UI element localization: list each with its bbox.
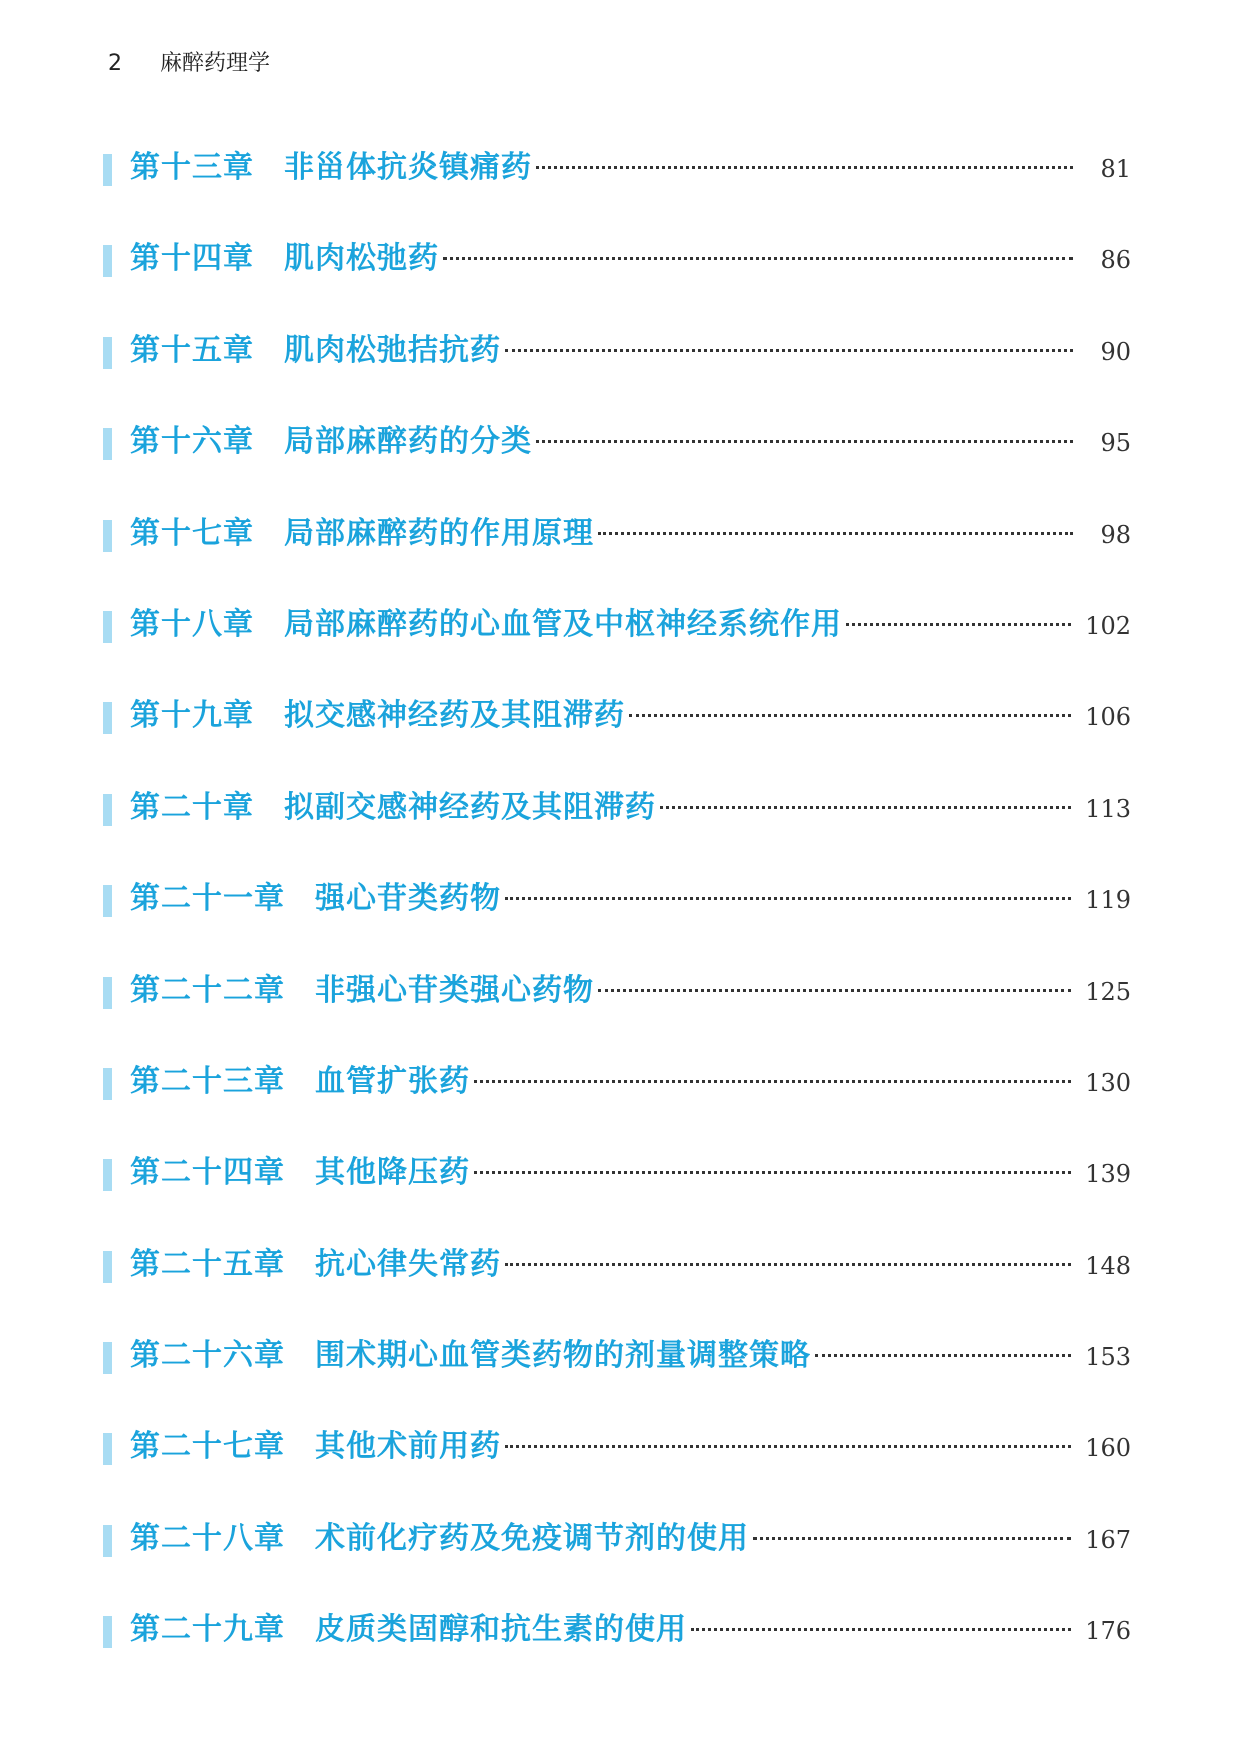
- toc-entry[interactable]: [0, 494, 1243, 585]
- chapter-title: 血管扩张药: [315, 1063, 470, 1099]
- toc-entry[interactable]: [0, 402, 1243, 493]
- chapter-title: 肌肉松弛拮抗药: [284, 332, 501, 368]
- toc-entry-line: [130, 879, 1131, 920]
- toc-entry-line: [130, 971, 1131, 1012]
- chapter-title: 围术期心血管类药物的剂量调整策略: [315, 1338, 811, 1374]
- page-number-ref: 153: [1085, 1343, 1131, 1372]
- dot-leader: [846, 623, 1071, 626]
- dot-leader: [505, 1445, 1071, 1448]
- toc-entry[interactable]: [0, 311, 1243, 402]
- page-number-ref: 130: [1085, 1068, 1131, 1097]
- toc-entry[interactable]: [0, 859, 1243, 950]
- toc-entry[interactable]: [0, 1225, 1243, 1316]
- dot-leader: [598, 989, 1071, 992]
- page-number-ref: 119: [1085, 886, 1131, 915]
- page-number-ref: 167: [1085, 1525, 1131, 1554]
- page-number-ref: 86: [1100, 246, 1131, 275]
- dot-leader: [505, 897, 1071, 900]
- toc-entry-line: [130, 1153, 1131, 1194]
- toc-entry-line: [130, 788, 1131, 829]
- chapter-number: 第二十五章: [130, 1246, 285, 1282]
- toc-marker-bar: [103, 337, 112, 369]
- dot-leader: [505, 349, 1073, 352]
- chapter-number: 第十八章: [130, 606, 254, 642]
- toc-marker-bar: [103, 154, 112, 186]
- chapter-title: 局部麻醉药的分类: [284, 424, 532, 460]
- toc-entry[interactable]: [0, 585, 1243, 676]
- page-header: [108, 46, 270, 77]
- dot-leader: [505, 1263, 1071, 1266]
- book-title: 麻醉药理学: [160, 51, 271, 76]
- toc-entry-line: [130, 148, 1131, 189]
- page-number-ref: 98: [1100, 520, 1131, 549]
- toc-marker-bar: [103, 977, 112, 1009]
- chapter-number: 第二十六章: [130, 1338, 285, 1374]
- toc-entry[interactable]: [0, 1499, 1243, 1590]
- chapter-title: 其他降压药: [315, 1155, 470, 1191]
- toc-marker-bar: [103, 1068, 112, 1100]
- toc-entry[interactable]: [0, 676, 1243, 767]
- chapter-number: 第十七章: [130, 515, 254, 551]
- toc-entry-line: [130, 1336, 1131, 1377]
- toc-entry[interactable]: [0, 951, 1243, 1042]
- toc-entry-line: [130, 696, 1131, 737]
- toc-marker-bar: [103, 1616, 112, 1648]
- dot-leader: [660, 806, 1071, 809]
- page-number-ref: 160: [1085, 1434, 1131, 1463]
- chapter-title: 抗心律失常药: [315, 1246, 501, 1282]
- page-number-ref: 90: [1100, 337, 1131, 366]
- toc-entry[interactable]: [0, 1133, 1243, 1224]
- dot-leader: [474, 1171, 1071, 1174]
- dot-leader: [443, 257, 1073, 260]
- chapter-number: 第二十七章: [130, 1429, 285, 1465]
- chapter-number: 第十五章: [130, 332, 254, 368]
- chapter-number: 第十四章: [130, 241, 254, 277]
- page-number-ref: 81: [1100, 155, 1131, 183]
- page-number-ref: 106: [1085, 703, 1131, 732]
- chapter-title: 肌肉松弛药: [284, 241, 439, 277]
- toc-entry-line: [130, 1245, 1131, 1286]
- dot-leader: [536, 440, 1073, 443]
- toc-entry[interactable]: [0, 768, 1243, 859]
- toc-entry-line: [130, 514, 1131, 555]
- chapter-title: 术前化疗药及免疫调节剂的使用: [315, 1520, 749, 1556]
- toc-marker-bar: [103, 1159, 112, 1191]
- toc-marker-bar: [103, 1433, 112, 1465]
- chapter-title: 非甾体抗炎镇痛药: [284, 150, 532, 185]
- dot-leader: [536, 166, 1073, 169]
- toc-marker-bar: [103, 1342, 112, 1374]
- toc-entry-line: [130, 422, 1131, 463]
- page-number-ref: 148: [1085, 1251, 1131, 1280]
- chapter-title: 强心苷类药物: [315, 881, 501, 917]
- toc-entry[interactable]: [0, 128, 1243, 219]
- page-number-ref: 176: [1085, 1617, 1131, 1646]
- page-number-ref: 95: [1100, 429, 1131, 458]
- page-number: 2: [108, 51, 122, 76]
- toc-entry[interactable]: [0, 1042, 1243, 1133]
- dot-leader: [474, 1080, 1071, 1083]
- toc-marker-bar: [103, 702, 112, 734]
- chapter-number: 第十三章: [130, 150, 254, 185]
- toc-entry-line: [130, 605, 1131, 646]
- toc-entry-line: [130, 1062, 1131, 1103]
- page-number-ref: 125: [1085, 977, 1131, 1006]
- dot-leader: [753, 1537, 1071, 1540]
- toc-entry[interactable]: [0, 1590, 1243, 1681]
- chapter-number: 第二十二章: [130, 972, 285, 1008]
- toc-entry-line: [130, 331, 1131, 372]
- chapter-number: 第二十九章: [130, 1612, 285, 1648]
- page-number-ref: 139: [1085, 1160, 1131, 1189]
- toc-marker-bar: [103, 1525, 112, 1557]
- chapter-title: 拟副交感神经药及其阻滞药: [284, 789, 656, 825]
- toc-marker-bar: [103, 520, 112, 552]
- chapter-number: 第十九章: [130, 698, 254, 734]
- toc-marker-bar: [103, 794, 112, 826]
- chapter-title: 皮质类固醇和抗生素的使用: [315, 1612, 687, 1648]
- page-number-ref: 102: [1085, 611, 1131, 640]
- toc-entry-line: [130, 1610, 1131, 1651]
- chapter-number: 第二十四章: [130, 1155, 285, 1191]
- toc-entry-line: [130, 1427, 1131, 1468]
- chapter-title: 非强心苷类强心药物: [315, 972, 594, 1008]
- toc-marker-bar: [103, 1251, 112, 1283]
- chapter-number: 第十六章: [130, 424, 254, 460]
- chapter-title: 局部麻醉药的心血管及中枢神经系统作用: [284, 606, 842, 642]
- chapter-number: 第二十八章: [130, 1520, 285, 1556]
- chapter-number: 第二十章: [130, 789, 254, 825]
- toc-entry-line: [130, 1519, 1131, 1560]
- dot-leader: [598, 532, 1073, 535]
- toc-entry[interactable]: [0, 1316, 1243, 1407]
- table-of-contents: [0, 128, 1243, 1682]
- toc-marker-bar: [103, 611, 112, 643]
- chapter-title: 局部麻醉药的作用原理: [284, 515, 594, 551]
- dot-leader: [815, 1354, 1071, 1357]
- chapter-title: 其他术前用药: [315, 1429, 501, 1465]
- toc-marker-bar: [103, 428, 112, 460]
- chapter-number: 第二十三章: [130, 1063, 285, 1099]
- chapter-title: 拟交感神经药及其阻滞药: [284, 698, 625, 734]
- toc-marker-bar: [103, 245, 112, 277]
- chapter-number: 第二十一章: [130, 881, 285, 917]
- toc-entry-line: [130, 239, 1131, 280]
- page-number-ref: 113: [1085, 794, 1131, 823]
- toc-marker-bar: [103, 885, 112, 917]
- toc-entry[interactable]: [0, 1407, 1243, 1498]
- dot-leader: [691, 1628, 1071, 1631]
- dot-leader: [629, 714, 1071, 717]
- toc-entry[interactable]: [0, 219, 1243, 310]
